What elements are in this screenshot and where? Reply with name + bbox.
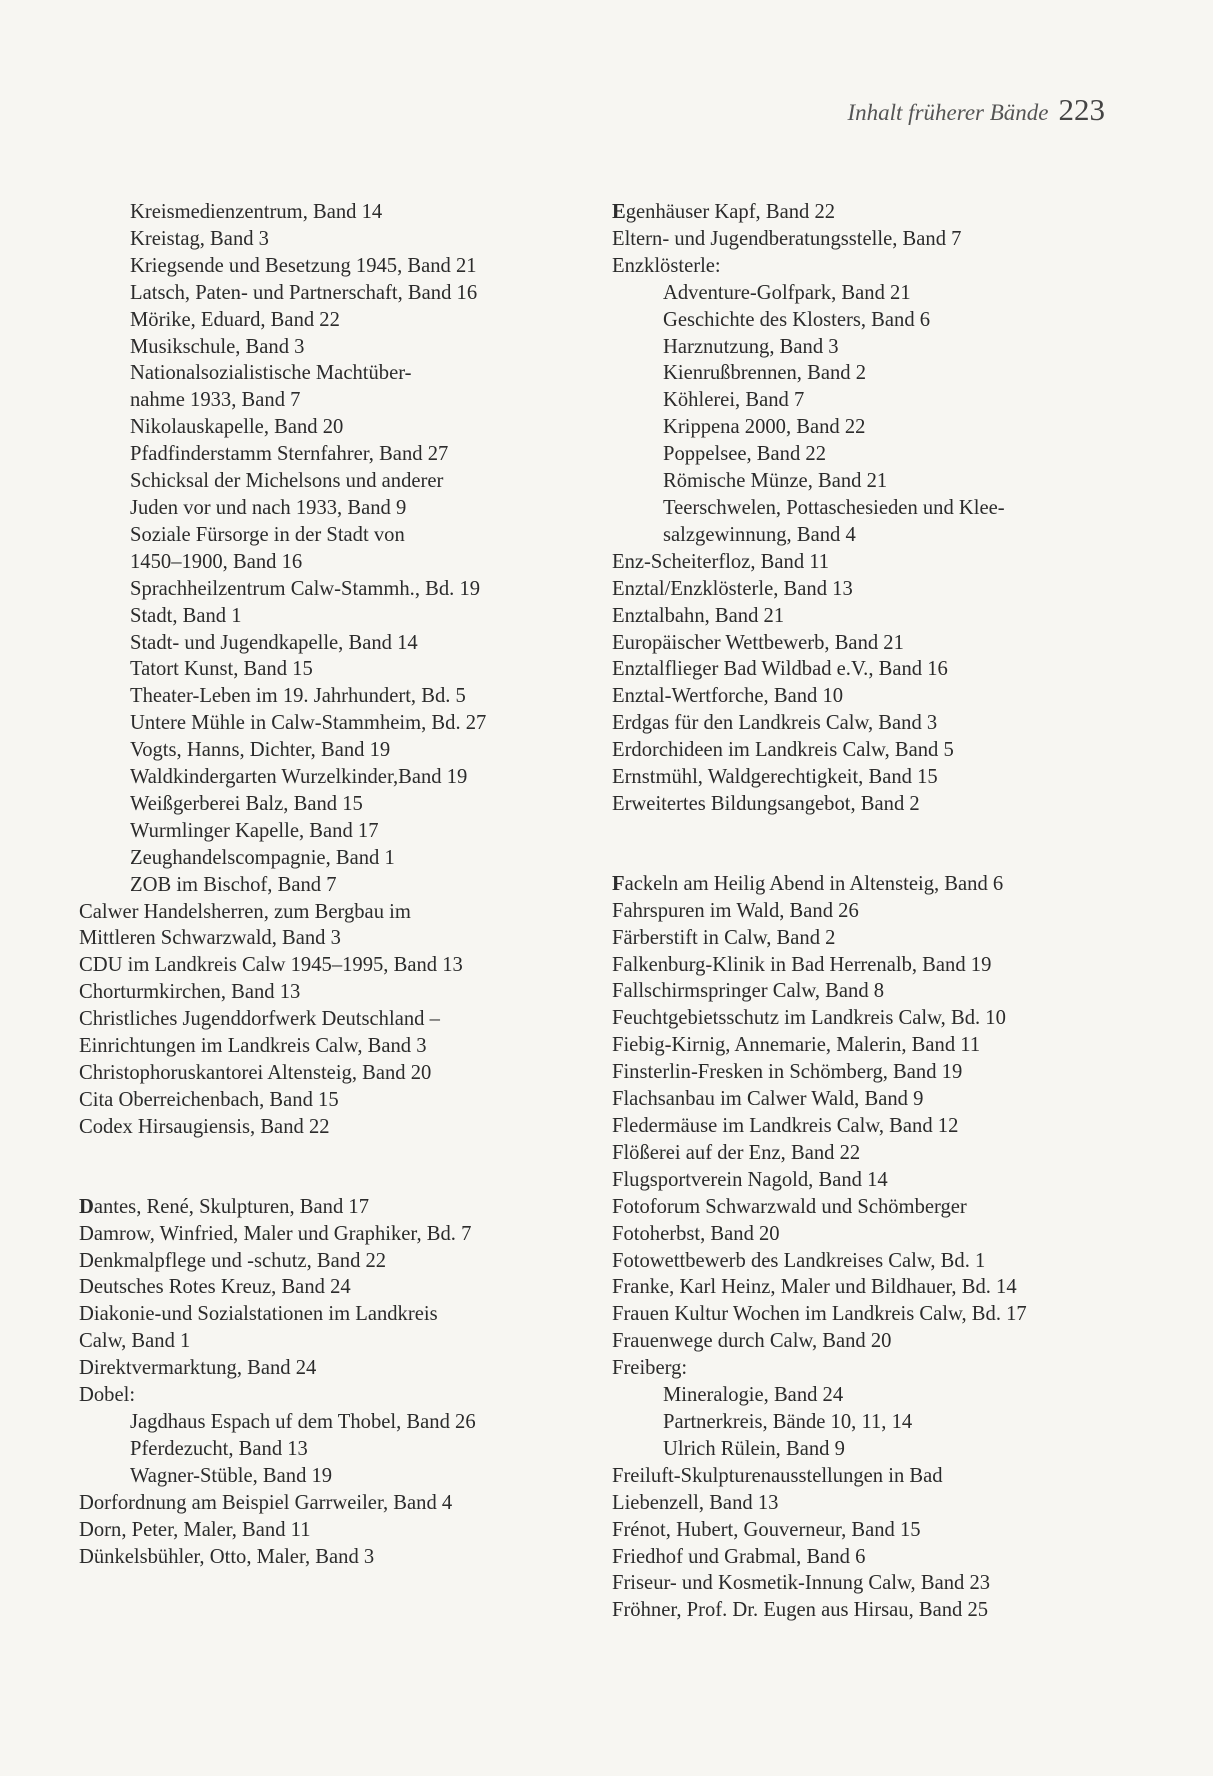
index-entry: Damrow, Winfried, Maler und Graphiker, Bd. 7 [79,1222,472,1245]
index-subentry: Jagdhaus Espach uf dem Thobel, Band 26 [130,1410,476,1433]
index-subentry: Theater-Leben im 19. Jahrhundert, Bd. 5 [130,685,466,708]
index-subentry: Weißgerberei Balz, Band 15 [130,792,363,815]
index-subentry: Juden vor und nach 1933, Band 9 [130,496,407,519]
index-subentry: Kreismedienzentrum, Band 14 [130,201,383,223]
index-entry [612,871,1132,898]
index-subentry: Pferdezucht, Band 13 [130,1437,308,1460]
index-entry: Dobel: [79,1384,136,1407]
index-entry: Mittleren Schwarzwald, Band 3 [79,927,341,950]
index-subentry: Latsch, Paten- und Partnerschaft, Band 16 [130,281,478,304]
index-entry [612,199,1132,226]
index-subentry: Nationalsozialistische Machtüber- [130,362,412,385]
index-entry: Falkenburg-Klinik in Bad Herrenalb, Band 19 [612,953,992,976]
index-entry: Friseur- und Kosmetik-Innung Calw, Band 23 [612,1572,991,1595]
index-entry: Christliches Jugenddorfwerk Deutschland – [79,1008,440,1031]
index-subentry: Römische Münze, Band 21 [663,470,888,493]
entry-text: antes, René, Skulpturen, Band 17 [93,1195,369,1218]
index-subentry: Mörike, Eduard, Band 22 [130,308,340,331]
index-entry: Enztal/Enzklösterle, Band 13 [612,577,853,600]
index-subentry: ZOB im Bischof, Band 7 [130,873,337,896]
index-entry: Frénot, Hubert, Gouverneur, Band 15 [612,1518,921,1541]
index-subentry: Nikolauskapelle, Band 20 [130,416,344,439]
index-entry: Erweitertes Bildungsangebot, Band 2 [612,792,920,815]
index-subentry: Partnerkreis, Bände 10, 11, 14 [663,1410,913,1433]
index-entry: Fotoforum Schwarzwald und Schömberger [612,1195,967,1218]
index-subentry: Adventure-Golfpark, Band 21 [663,281,911,304]
running-head [847,92,1105,128]
index-subentry: Sprachheilzentrum Calw-Stammh., Bd. 19 [130,577,481,600]
index-subentry: Mineralogie, Band 24 [663,1384,844,1407]
index-entry: Flugsportverein Nagold, Band 14 [612,1168,888,1191]
index-subentry: Zeughandelscompagnie, Band 1 [130,846,395,869]
index-subentry: Schicksal der Michelsons und anderer [130,470,444,493]
index-entry: Enz-Scheiterfloz, Band 11 [612,550,830,573]
index-subentry: salzgewinnung, Band 4 [663,523,856,546]
index-subentry: Kriegsende und Besetzung 1945, Band 21 [130,254,477,277]
section-initial: D [79,1195,94,1218]
index-subentry: Teerschwelen, Pottaschesieden und Klee- [663,496,1005,519]
index-entry: Europäischer Wettbewerb, Band 21 [612,631,904,654]
index-subentry: Kienrußbrennen, Band 2 [663,362,867,385]
index-entry: Enzklösterle: [612,254,721,277]
index-entry: Christophoruskantorei Altensteig, Band 20 [79,1062,432,1084]
index-entry: Fallschirmspringer Calw, Band 8 [612,980,885,1003]
index-entry: Freiluft-Skulpturenausstellungen in Bad [612,1464,943,1487]
index-entry: Einrichtungen im Landkreis Calw, Band 3 [79,1035,427,1058]
index-subentry: Krippena 2000, Band 22 [663,416,866,439]
index-subentry: Pfadfinderstamm Sternfahrer, Band 27 [130,443,449,466]
index-entry: Direktvermarktung, Band 24 [79,1357,317,1380]
index-entry [79,1194,559,1221]
index-subentry: Stadt- und Jugendkapelle, Band 14 [130,631,418,654]
index-subentry: Wurmlinger Kapelle, Band 17 [130,819,379,842]
index-subentry: Musikschule, Band 3 [130,335,305,358]
index-entry: Fahrspuren im Wald, Band 26 [612,899,859,922]
index-entry: Dorfordnung am Beispiel Garrweiler, Band 4 [79,1491,453,1514]
index-entry: Diakonie-und Sozialstationen im Landkreis [79,1303,438,1326]
index-subentry: Geschichte des Klosters, Band 6 [663,308,931,331]
index-entry: Franke, Karl Heinz, Maler und Bildhauer, Bd. 14 [612,1276,1017,1299]
index-subentry: Wagner-Stüble, Band 19 [130,1464,333,1487]
index-entry: CDU im Landkreis Calw 1945–1995, Band 13 [79,954,463,977]
index-entry: Ernstmühl, Waldgerechtigkeit, Band 15 [612,766,938,789]
index-entry: Erdorchideen im Landkreis Calw, Band 5 [612,739,954,762]
page-number: 223 [1058,92,1105,127]
index-subentry: Tatort Kunst, Band 15 [130,658,313,681]
index-entry: Frauenwege durch Calw, Band 20 [612,1330,892,1353]
index-entry: Enztalflieger Bad Wildbad e.V., Band 16 [612,658,948,681]
index-entry: Fotowettbewerb des Landkreises Calw, Bd. 1 [612,1249,986,1272]
index-subentry: 1450–1900, Band 16 [130,550,303,573]
index-entry: Codex Hirsaugiensis, Band 22 [79,1115,330,1138]
index-entry: Freiberg: [612,1357,688,1380]
index-subentry: Soziale Fürsorge in der Stadt von [130,523,405,546]
index-subentry: Poppelsee, Band 22 [663,443,827,466]
index-entry: Dünkelsbühler, Otto, Maler, Band 3 [79,1545,375,1568]
index-entry: Flachsanbau im Calwer Wald, Band 9 [612,1088,924,1111]
index-entry: Frauen Kultur Wochen im Landkreis Calw, Bd. 17 [612,1303,1027,1326]
section-initial: F [612,872,625,895]
index-entry: Cita Oberreichenbach, Band 15 [79,1088,339,1111]
index-entry: Eltern- und Jugendberatungsstelle, Band 7 [612,227,962,250]
index-entry: Calwer Handelsherren, zum Bergbau im [79,900,411,923]
index-entry: Flößerei auf der Enz, Band 22 [612,1141,861,1164]
index-entry: Enztal-Wertforche, Band 10 [612,685,844,708]
index-column-left [79,199,559,1570]
index-entry: Friedhof und Grabmal, Band 6 [612,1545,866,1568]
index-subentry: Waldkindergarten Wurzelkinder,Band 19 [130,766,468,789]
index-subentry: Stadt, Band 1 [130,604,242,627]
index-entry: Calw, Band 1 [79,1330,191,1353]
index-entry: Liebenzell, Band 13 [612,1491,779,1514]
entry-text: ackeln am Heilig Abend in Altensteig, Band 6 [624,872,1004,895]
index-entry: Dorn, Peter, Maler, Band 11 [79,1518,311,1541]
index-entry: Chorturmkirchen, Band 13 [79,981,301,1004]
index-subentry: Köhlerei, Band 7 [663,389,805,412]
index-subentry: Harznutzung, Band 3 [663,335,839,358]
index-entry: Fiebig-Kirnig, Annemarie, Malerin, Band 11 [612,1034,981,1057]
index-subentry: nahme 1933, Band 7 [130,389,301,412]
index-entry: Finsterlin-Fresken in Schömberg, Band 19 [612,1061,963,1084]
index-entry: Färberstift in Calw, Band 2 [612,926,836,949]
section-initial: E [612,201,626,223]
index-entry: Erdgas für den Landkreis Calw, Band 3 [612,712,938,735]
running-head-title: Inhalt früherer Bände [847,100,1049,125]
index-entry: Fröhner, Prof. Dr. Eugen aus Hirsau, Band 25 [612,1599,989,1622]
index-entry: Fledermäuse im Landkreis Calw, Band 12 [612,1115,959,1137]
index-subentry: Vogts, Hanns, Dichter, Band 19 [130,739,391,762]
index-subentry: Untere Mühle in Calw-Stammheim, Bd. 27 [130,712,487,735]
index-entry: Feuchtgebietsschutz im Landkreis Calw, Bd. 10 [612,1007,1006,1030]
index-entry: Denkmalpflege und -schutz, Band 22 [79,1249,387,1272]
index-entry: Enztalbahn, Band 21 [612,604,785,627]
index-subentry: Kreistag, Band 3 [130,227,269,250]
index-entry: Deutsches Rotes Kreuz, Band 24 [79,1276,351,1299]
index-subentry: Ulrich Rülein, Band 9 [663,1437,845,1460]
index-entry: Fotoherbst, Band 20 [612,1222,780,1245]
index-column-right [612,199,1132,1624]
entry-text: genhäuser Kapf, Band 22 [625,201,836,223]
